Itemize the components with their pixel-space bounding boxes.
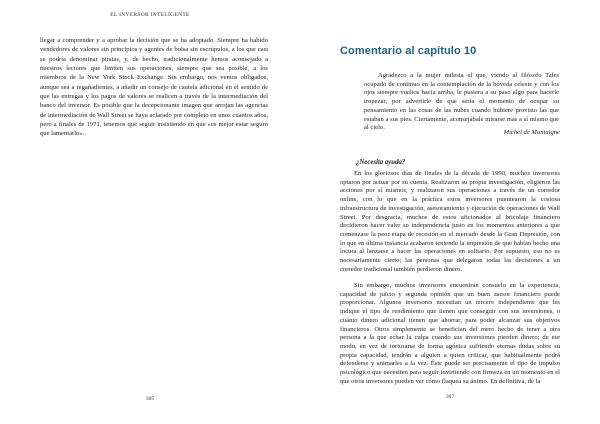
epigraph: Agradezco a la mujer milesia el que, viendo al filósofo Tales ocupado de continuo en la contemplación de la bóveda celeste y con los ojos siempre vueltos hacia arriba, le pusiera a su paso algo para hacerle tropezar, por advertirle de que sería el momento de ocupar su pensamiento en las cosas de las nubes cuando hubiere provisto las que estaban a sus pies. Ciertamente, aconsejábale mirarse más a sí mismo que al cielo. xyxy=(364,72,559,132)
epigraph-author: Michel de Montaigne xyxy=(503,129,560,136)
body-paragraph: llegar a comprender y a aprobar la decisión que se ha adoptado. Siempre ha habido vendedores de valores sin principios y agentes de bolsa sin escrúpulos, a los que casi se podría denominar piratas, y, de hecho, tradicionalmente hemos aconsejado a nuestros lectores que limiten sus operaciones, siempre que sea posible, a los miembros de la New York Stock Exchange. Sin embargo, nos vemos obligados, aunque sea a regañadientes, a añadir un consejo de cautela adicional en el sentido de que las entregas y los pagos de valores se realicen a través de la intermediación del banco del inversor. Es posible que la decepcionante imagen que arrojan las agencias de intermediación de Wall Street se haya aclarado por completo en unos cuantos años, pero a finales de 1971, tenemos que seguir insistiendo en que «es mejor estar seguro que lamentarlo». xyxy=(40,37,268,138)
section-heading: ¿Necesita ayuda? xyxy=(356,159,406,166)
page-number: 307 xyxy=(445,394,455,400)
body-paragraph: Sin embargo, muchos inversores encuentran consuelo en la experiencia, capacidad de juicio y segunda opinión que un buen asesor financiero puede proporcionar. Algunos inversores necesitan un tercero independiente que les indique el tipo de rendimiento que tienen que conseguir con sus inversiones, o cuánto dinero adicional tienen que ahorrar, para poder alcanzar sus objetivos financieros. Otros simplemente se benefician del mero hecho de tener a otra persona a la que echar la culpa cuando sus inversiones pierden dinero; de ese modo, en vez de torturarse de forma agónica sufriendo eternas dudas sobre su propia capacidad, tendrán a alguien a quien criticar, que habitualmente podrá defenderse y animarles a la vez. Éste puede ser precisamente el tipo de impulso psicológico que necesiten para seguir invirtiendo con firmeza en un momento en el que otros inversores pueden ver cómo flaquea su ánimo. En definitiva, de la xyxy=(340,282,560,385)
chapter-title: Comentario al capítulo 10 xyxy=(340,45,477,57)
body-paragraph: En los gloriosos días de finales de la década de 1990, muchos inversores optaron por actuar por su cuenta. Realizaron su propia investigación, eligieron las acciones por sí mismos, y realizaron sus operaciones a través de un corredor online, con lo que en la práctica estos inversores puentearon la costosa infraestructura de investigación, asesoramiento y ejecución de operaciones de Wall Street. Por desgracia, muchos de estos aficionados al bricolaje financiero decidieron hacer valer su independencia justo en los momentos anteriores a que comenzase la peor etapa de recesión en el mercado desde la Gran Depresión, con lo que en última instancia acabaron teniendo la impresión de que habían hecho una locura al lanzarse a hacer las operaciones en solitario. Por supuesto, eso no es necesariamente cierto; las personas que delegaron todas las decisiones a un corredor tradicional también perdieron dinero. xyxy=(340,170,560,273)
running-head: EL INVERSOR INTELIGENTE xyxy=(110,12,190,18)
page-number: 305 xyxy=(145,396,155,402)
